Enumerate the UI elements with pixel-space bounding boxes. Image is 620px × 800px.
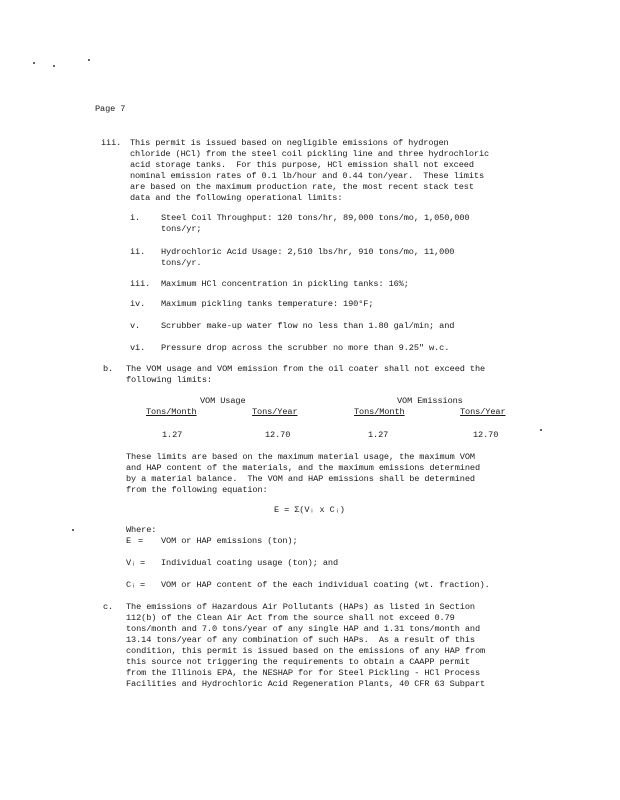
table-header: Tons/Month xyxy=(354,407,405,417)
table-cell: 12.70 xyxy=(473,430,499,440)
table-header: Tons/Month xyxy=(146,407,197,417)
definition-equals: = xyxy=(140,580,146,590)
definition-equals: = xyxy=(140,558,146,568)
limit-text: tons/yr; xyxy=(161,224,202,234)
scan-speck xyxy=(53,65,55,67)
definition-text: Individual coating usage (ton); and xyxy=(161,558,338,568)
item-iii-line: This permit is issued based on negligible emissions of hydrogen xyxy=(130,138,449,148)
item-b-line: The VOM usage and VOM emission from the oil coater shall not exceed the xyxy=(126,364,486,374)
limit-number: vi. xyxy=(130,343,146,353)
table-group-vom-emissions: VOM Emissions xyxy=(397,396,463,406)
limits-paragraph-line: and HAP content of the materials, and the maximum emissions determined xyxy=(126,463,480,473)
table-header: Tons/Year xyxy=(252,407,298,417)
item-c-line: The emissions of Hazardous Air Pollutants (HAPs) as listed in Section xyxy=(126,602,475,612)
limit-text: Maximum HCl concentration in pickling tanks: 16%; xyxy=(161,279,409,289)
limit-number: v. xyxy=(130,321,141,331)
limit-number: iii. xyxy=(130,279,151,289)
limit-text: Pressure drop across the scrubber no more than 9.25" w.c. xyxy=(161,343,450,353)
limits-paragraph-line: These limits are based on the maximum material usage, the maximum VOM xyxy=(126,452,475,462)
item-c-line: 112(b) of the Clean Air Act from the source shall not exceed 0.79 xyxy=(126,613,455,623)
where-label: Where: xyxy=(126,525,157,535)
table-group-vom-usage: VOM Usage xyxy=(200,396,246,406)
limit-text: Scrubber make-up water flow no less than 1.80 gal/min; and xyxy=(161,321,455,331)
scan-speck xyxy=(540,429,542,431)
item-iii-number: iii. xyxy=(101,138,122,148)
item-iii-line: chloride (HCl) from the steel coil pickling line and three hydrochloric xyxy=(130,149,490,159)
limits-paragraph-line: by a material balance. The VOM and HAP emissions shall be determined xyxy=(126,474,475,484)
limits-paragraph-line: from the following equation: xyxy=(126,485,268,495)
page-label: Page 7 xyxy=(95,104,126,114)
item-c-line: from the Illinois EPA, the NESHAP for for Steel Pickling - HCl Process xyxy=(126,668,480,678)
definition-equals: = xyxy=(138,536,144,546)
definition-symbol: E xyxy=(126,536,132,546)
scan-speck xyxy=(33,62,35,64)
definition-text: VOM or HAP emissions (ton); xyxy=(161,536,298,546)
table-cell: 12.70 xyxy=(265,430,291,440)
item-iii-line: nominal emission rates of 0.1 lb/hour and 0.44 ton/year. These limits xyxy=(130,171,484,181)
item-iii-line: data and the following operational limits: xyxy=(130,193,343,203)
definition-symbol: Cᵢ xyxy=(126,580,137,590)
emission-equation: E = Σ(Vᵢ x Cᵢ) xyxy=(274,505,345,515)
limit-text: tons/yr. xyxy=(161,258,202,268)
item-c-line: 13.14 tons/year of any combination of such HAPs. As a result of this xyxy=(126,635,475,645)
limit-text: Maximum pickling tanks temperature: 190°F; xyxy=(161,299,374,309)
item-c-line: tons/month and 7.0 tons/year of any single HAP and 1.31 tons/month and xyxy=(126,624,480,634)
limit-text: Steel Coil Throughput: 120 tons/hr, 89,000 tons/mo, 1,050,000 xyxy=(161,213,470,223)
item-c-line: Facilities and Hydrochloric Acid Regeneration Plants, 40 CFR 63 Subpart xyxy=(126,679,486,689)
limit-text: Hydrochloric Acid Usage: 2,510 lbs/hr, 910 tons/mo, 11,000 xyxy=(161,247,455,257)
item-iii-line: are based on the maximum production rate, the most recent stack test xyxy=(130,182,474,192)
scan-speck xyxy=(72,529,74,531)
table-cell: 1.27 xyxy=(368,430,389,440)
table-header: Tons/Year xyxy=(460,407,506,417)
limit-number: iv. xyxy=(130,299,146,309)
item-iii-line: acid storage tanks. For this purpose, HCl emission shall not exceed xyxy=(130,160,474,170)
limit-number: ii. xyxy=(130,247,146,257)
table-cell: 1.27 xyxy=(162,430,183,440)
item-c-line: condition, this permit is issued based on the emissions of any HAP from xyxy=(126,646,486,656)
item-b-line: following limits: xyxy=(126,375,212,385)
limit-number: i. xyxy=(130,213,141,223)
definition-symbol: Vᵢ xyxy=(126,558,137,568)
scan-speck xyxy=(88,59,90,61)
item-c-line: this source not triggering the requirements to obtain a CAAPP permit xyxy=(126,657,470,667)
definition-text: VOM or HAP content of the each individual coating (wt. fraction). xyxy=(161,580,490,590)
item-c-number: c. xyxy=(103,602,114,612)
item-b-number: b. xyxy=(103,364,114,374)
